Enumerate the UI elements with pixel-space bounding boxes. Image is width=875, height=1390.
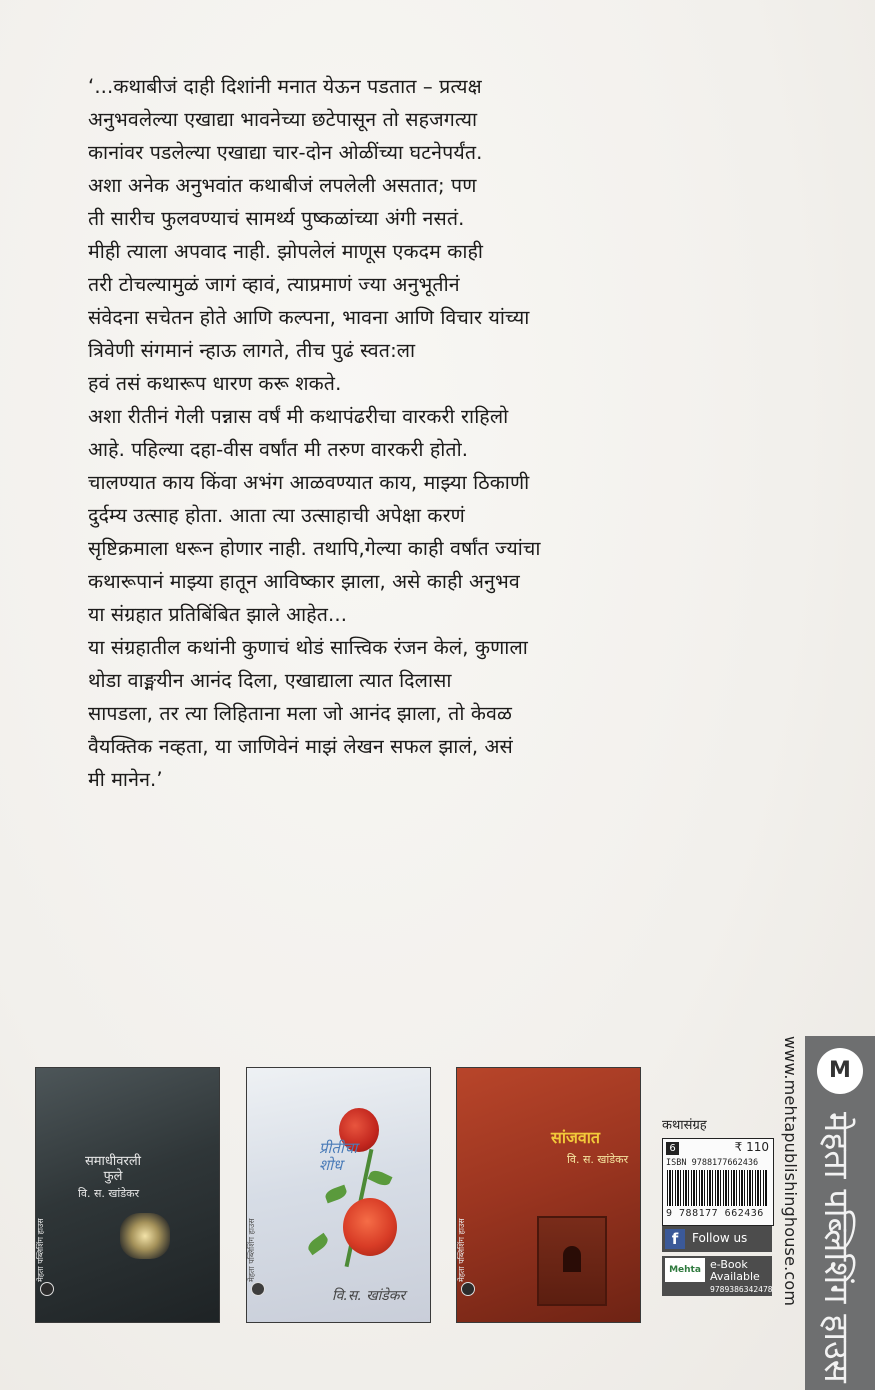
book-author: वि. स. खांडेकर xyxy=(78,1187,140,1200)
blurb-line: या संग्रहातील कथांनी कुणाचं थोडं सात्त्विक रंजन केलं, कुणाला xyxy=(88,636,528,659)
publisher-name-text: मेहता पब्लिशिंग हाउस xyxy=(816,1112,856,1383)
series-number-badge: 6 xyxy=(666,1142,679,1155)
book-title xyxy=(78,1154,148,1184)
blurb-line: या संग्रहात प्रतिबिंबित झाले आहेत... xyxy=(88,603,348,626)
book-title xyxy=(319,1140,357,1174)
blurb-line: अनुभवलेल्या एखाद्या भावनेच्या छटेपासून तो सहजगत्या xyxy=(88,108,478,131)
book-spine-text: मेहता पब्लिशिंग हाउस xyxy=(36,1218,45,1282)
blurb-line: चालण्यात काय किंवा अभंग आळवण्यात काय, माझ्या ठिकाणी xyxy=(88,471,530,494)
book-cover-preeticha-shodh xyxy=(247,1068,430,1322)
blurb-line: आहे. पहिल्या दहा-वीस वर्षांत मी तरुण वारकरी होतो. xyxy=(88,438,469,461)
rose-leaf-art xyxy=(306,1233,331,1255)
publisher-name xyxy=(805,1112,875,1382)
back-cover-blurb xyxy=(88,70,648,796)
blurb-line: अशा अनेक अनुभवांत कथाबीजं लपलेली असतात; पण xyxy=(88,174,477,197)
book-cover-samadhivarli-phule xyxy=(36,1068,219,1322)
shrine-door-art xyxy=(563,1246,581,1272)
blurb-line: थोडा वाङ्मयीन आनंद दिला, एखाद्याला त्यात दिलासा xyxy=(88,669,452,692)
publisher-strip xyxy=(805,1036,875,1390)
ebook-text-line: Available xyxy=(710,1270,760,1283)
follow-us-badge[interactable] xyxy=(662,1226,772,1252)
blurb-line: दुर्दम्य उत्साह होता. आता त्या उत्साहाची अपेक्षा करणं xyxy=(88,504,465,527)
price-barcode-box xyxy=(662,1138,774,1226)
blurb-line: हवं तसं कथारूप धारण करू शकते. xyxy=(88,372,342,395)
ebook-isbn: 9789386342478 xyxy=(710,1285,773,1294)
blurb-line: ‘...कथाबीजं दाही दिशांनी मनात येऊन पडतात – प्रत्यक्ष xyxy=(88,75,482,98)
price-label: ₹ 110 xyxy=(734,1140,769,1154)
blurb-line: सृष्टिक्रमाला धरून होणार नाही. तथापि,गेल्या काही वर्षांत ज्यांचा xyxy=(88,537,541,560)
publisher-website[interactable] xyxy=(782,1036,798,1306)
lantern-glow-art xyxy=(120,1213,170,1259)
blurb-line: मी मानेन.’ xyxy=(88,768,163,791)
ebook-text-line: e-Book xyxy=(710,1258,748,1271)
publisher-mini-logo-icon xyxy=(251,1282,265,1296)
blurb-line: मीही त्याला अपवाद नाही. झोपलेलं माणूस एकदम काही xyxy=(88,240,484,263)
blurb-line: संवेदना सचेतन होते आणि कल्पना, भावना आणि विचार यांच्या xyxy=(88,306,530,329)
publisher-mini-logo-icon xyxy=(40,1282,54,1296)
rose-flower-art xyxy=(343,1198,397,1256)
follow-us-text: Follow us xyxy=(692,1231,748,1245)
book-title-line: शोध xyxy=(319,1156,343,1174)
barcode-icon xyxy=(667,1170,767,1206)
publisher-mini-logo-icon xyxy=(461,1282,475,1296)
blurb-line: अशा रीतीनं गेली पन्नास वर्षं मी कथापंढरीचा वारकरी राहिलो xyxy=(88,405,509,428)
blurb-line: वैयक्तिक नव्हता, या जाणिवेनं माझं लेखन सफल झालं, असं xyxy=(88,735,513,758)
book-spine-text: मेहता पब्लिशिंग हाउस xyxy=(457,1218,466,1282)
barcode-number: 9 788177 662436 xyxy=(666,1208,764,1219)
blurb-line: ती सारीच फुलवण्याचं सामर्थ्य पुष्कळांच्या अंगी नसतं. xyxy=(88,207,465,230)
blurb-line: कथारूपानं माझ्या हातून आविष्कार झाला, असे काही अनुभव xyxy=(88,570,520,593)
book-cover-sanjavat xyxy=(457,1068,640,1322)
book-title: सांजवात xyxy=(551,1128,600,1147)
isbn-label: ISBN 9788177662436 xyxy=(666,1158,759,1168)
ebook-text xyxy=(710,1259,760,1283)
book-author: वि. स. खांडेकर xyxy=(567,1153,629,1166)
book-title-line: फुले xyxy=(103,1169,123,1184)
blurb-line: सापडला, तर त्या लिहिताना मला जो आनंद झाला, तो केवळ xyxy=(88,702,512,725)
rose-leaf-art xyxy=(324,1185,349,1204)
blurb-line: तरी टोचल्यामुळं जागं व्हावं, त्याप्रमाणं ज्या अनुभूतीनं xyxy=(88,273,460,296)
shrine-art xyxy=(537,1216,607,1306)
book-title-line: समाधीवरली xyxy=(84,1154,142,1169)
blurb-line: त्रिवेणी संगमानं न्हाऊ लागते, तीच पुढं स्वत:ला xyxy=(88,339,416,362)
book-title-line: प्रीतीचा xyxy=(319,1139,358,1157)
rose-leaf-art xyxy=(367,1168,392,1188)
book-author: वि.स. खांडेकर xyxy=(332,1288,406,1304)
publisher-logo-icon: M xyxy=(817,1048,863,1094)
facebook-icon: f xyxy=(665,1229,685,1249)
website-url-text: www.mehtapublishinghouse.com xyxy=(781,1036,800,1307)
ebook-available-badge[interactable] xyxy=(662,1256,772,1296)
blurb-line: कानांवर पडलेल्या एखाद्या चार-दोन ओळींच्या घटनेपर्यंत. xyxy=(88,141,483,164)
genre-label: कथासंग्रह xyxy=(662,1118,707,1133)
book-spine-text: मेहता पब्लिशिंग हाउस xyxy=(247,1218,256,1282)
mehta-ebook-logo-icon: Mehta xyxy=(665,1258,705,1282)
